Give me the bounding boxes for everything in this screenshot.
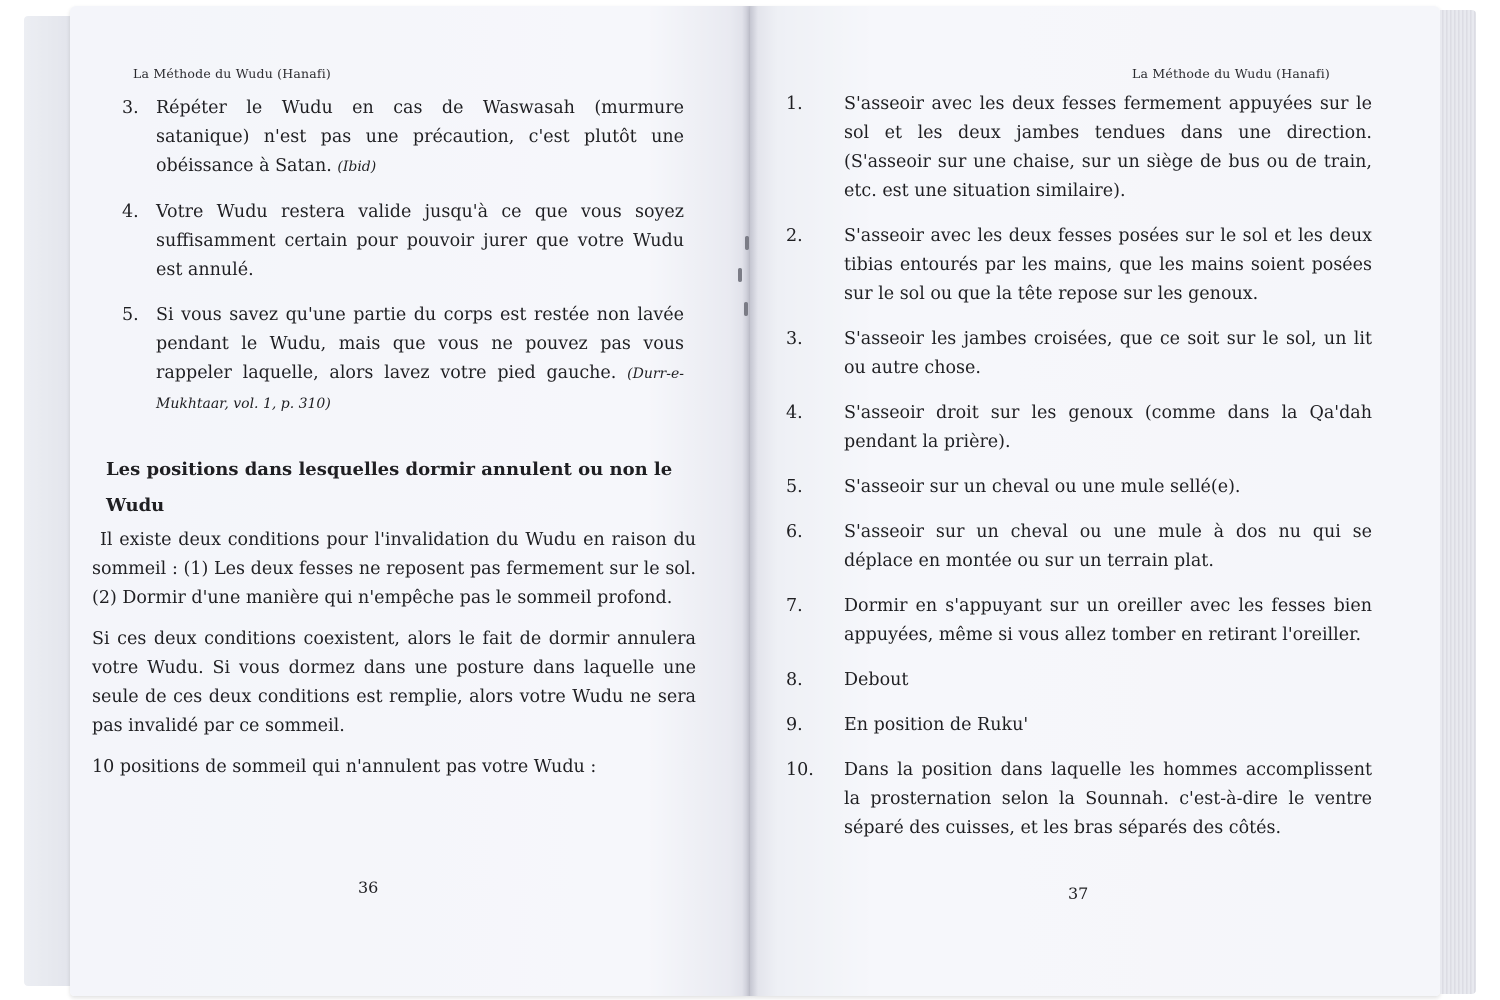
- page-right: [750, 6, 1440, 996]
- list-item-10: [786, 756, 1372, 843]
- list-item-3: [122, 94, 684, 182]
- item-text: S'asseoir avec les deux fesses posées sur le sol et les deux tibias entourés par les mains, que les mains soient posées sur le sol ou que la tête repose sur les genoux.: [844, 226, 1372, 304]
- item-number: 4.: [786, 403, 803, 423]
- list-item-9: [786, 711, 1372, 740]
- binding-stitch: [744, 302, 748, 316]
- item-number: 10.: [786, 760, 814, 780]
- paragraph-coexist: Si ces deux conditions coexistent, alors le fait de dormir annulera votre Wudu. Si vous dormez dans une posture dans laquelle une seule de ces deux conditions est remplie, alors votre Wudu ne sera pas invalidé par ce sommeil.: [92, 629, 696, 736]
- item-number: 3.: [122, 98, 139, 118]
- binding-stitch: [738, 268, 742, 282]
- item-number: 2.: [786, 226, 803, 246]
- running-header-left: La Méthode du Wudu (Hanafi): [133, 66, 331, 81]
- item-number: 7.: [786, 596, 803, 616]
- list-right: [786, 90, 1372, 859]
- item-number: 3.: [786, 329, 803, 349]
- list-item-5: [786, 473, 1372, 502]
- item-number: 5.: [786, 477, 803, 497]
- open-book: [24, 6, 1476, 996]
- item-reference: (Durr-e-Mukhtaar, vol. 1, p. 310): [156, 366, 684, 412]
- item-text: S'asseoir sur un cheval ou une mule sellé(e).: [844, 477, 1241, 497]
- paragraph-ten-positions: 10 positions de sommeil qui n'annulent pas votre Wudu :: [92, 757, 597, 777]
- list-item-4: [122, 198, 684, 285]
- item-number: 9.: [786, 715, 803, 735]
- item-text: Dans la position dans laquelle les hommes accomplissent la prosternation selon la Sounnah. c'est-à-dire le ventre séparé des cuisses, et les bras séparés des côtés.: [844, 760, 1372, 838]
- list-item-7: [786, 592, 1372, 650]
- item-number: 4.: [122, 202, 139, 222]
- list-item-8: [786, 666, 1372, 695]
- item-text: S'asseoir les jambes croisées, que ce soit sur le sol, un lit ou autre chose.: [844, 329, 1372, 378]
- item-number: 6.: [786, 522, 803, 542]
- right-page-stack: [1440, 10, 1476, 994]
- item-text: Si vous savez qu'une partie du corps est restée non lavée pendant le Wudu, mais que vous ne pouvez pas vous rappeler laquelle, alors lavez votre pied gauche.: [156, 305, 684, 383]
- item-text: Dormir en s'appuyant sur un oreiller avec les fesses bien appuyées, même si vous allez tomber en retirant l'oreiller.: [844, 596, 1372, 645]
- body-paragraphs: [92, 526, 696, 794]
- page-number-left: 36: [358, 878, 379, 897]
- page-number-right: 37: [1068, 884, 1089, 903]
- running-header-right: La Méthode du Wudu (Hanafi): [1132, 66, 1330, 81]
- item-text: Debout: [844, 670, 909, 690]
- item-text: En position de Ruku': [844, 715, 1029, 735]
- item-text: Répéter le Wudu en cas de Waswasah (murmure satanique) n'est pas une précaution, c'est plutôt une obéissance à Satan.: [156, 98, 684, 176]
- item-reference: (Ibid): [337, 159, 377, 175]
- item-number: 5.: [122, 305, 139, 325]
- paragraph-conditions: Il existe deux conditions pour l'invalidation du Wudu en raison du sommeil : (1) Les deux fesses ne reposent pas fermement sur le sol. (2) Dormir d'une manière qui n'empêche pas le sommeil profond.: [92, 530, 696, 608]
- list-item-5: [122, 301, 684, 419]
- list-left: [122, 94, 684, 435]
- item-number: 1.: [786, 94, 803, 114]
- book-spine: [742, 6, 758, 996]
- item-text: S'asseoir avec les deux fesses fermement appuyées sur le sol et les deux jambes tendues dans une direction. (S'asseoir sur une chaise, sur un siège de bus ou de train, etc. est une situation similaire).: [844, 94, 1372, 201]
- left-page-stack: [24, 16, 70, 986]
- list-item-1: [786, 90, 1372, 206]
- item-text: Votre Wudu restera valide jusqu'à ce que vous soyez suffisamment certain pour pouvoir jurer que votre Wudu est annulé.: [156, 202, 684, 280]
- list-item-2: [786, 222, 1372, 309]
- list-item-4: [786, 399, 1372, 457]
- item-text: S'asseoir sur un cheval ou une mule à dos nu qui se déplace en montée ou sur un terrain plat.: [844, 522, 1372, 571]
- item-number: 8.: [786, 670, 803, 690]
- list-item-6: [786, 518, 1372, 576]
- page-left: [70, 6, 750, 996]
- section-heading: Les positions dans lesquelles dormir annulent ou non le Wudu: [106, 459, 673, 516]
- item-text: S'asseoir droit sur les genoux (comme dans la Qa'dah pendant la prière).: [844, 403, 1372, 452]
- list-item-3: [786, 325, 1372, 383]
- binding-stitch: [745, 236, 749, 250]
